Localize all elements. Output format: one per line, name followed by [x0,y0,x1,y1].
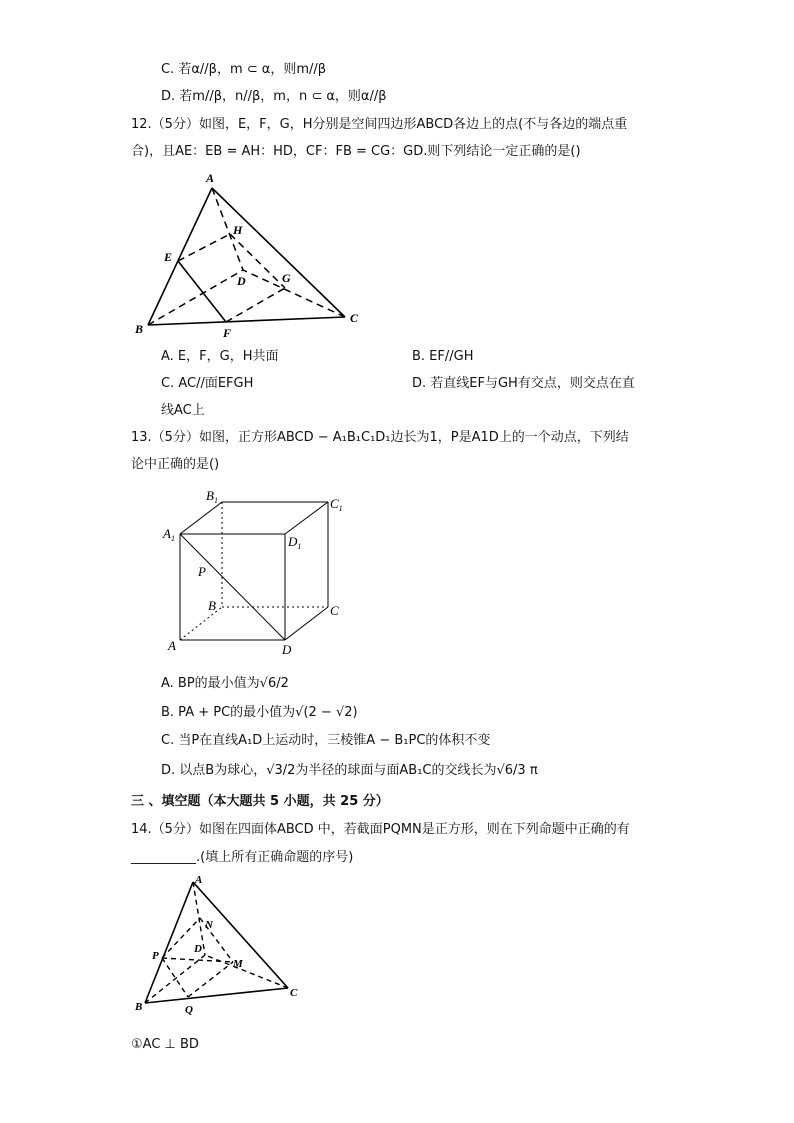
label-b: B [208,598,216,613]
label-a1: $A_1$ [163,526,175,543]
label-p: P [152,950,159,962]
label-a: A [195,874,203,886]
label-d1: $D_1$ [288,534,302,551]
edge-cd [243,270,345,317]
edge-bd [148,270,243,325]
label-d: D [282,642,292,657]
q12-stem-line1: 12.（5分）如图，E，F，G，H分别是空间四边形ABCD各边上的点(不与各边的端点重 [131,117,628,132]
q12-stem-line2: 合)，且AE：EB = AH：HD，CF：FB = CG：GD.则下列结论一定正确的是() [131,144,581,159]
label-a: A [168,638,176,653]
edge-ef [178,261,226,322]
edge-fg [226,288,285,322]
section-title-fill-in: 三 、填空题（本大题共 5 小题，共 25 分） [131,794,389,809]
edge-bc [148,317,345,325]
label-m: M [233,958,243,970]
edge-ac [193,882,288,988]
label-c: C [350,311,359,325]
q12-option-d-line2: 线AC上 [161,403,205,418]
label-c: C [290,987,298,999]
label-b1: $B_1$ [206,488,218,505]
edge-eh [178,234,230,261]
label-d: D [194,943,202,955]
q12-option-c: C. AC//面EFGH [161,376,254,391]
label-p: P [198,564,206,579]
q11-option-d: D. 若m//β，n//β，m，n ⊂ α，则α//β [161,89,387,104]
label-b: B [135,1001,143,1013]
q14-figure-tetrahedron [130,870,310,1020]
label-a: A [206,171,215,185]
label-g: G [282,271,291,285]
q13-stem-line1: 13.（5分）如图，正方形ABCD − A₁B₁C₁D₁边长为1，P是A1D上的一个动点，下列结 [131,430,629,445]
label-b: B [135,322,144,336]
label-c: C [330,603,339,618]
q13-figure-cube [160,488,360,658]
label-n: N [205,919,213,931]
label-h: H [233,223,243,237]
edge-a1b1 [180,502,222,534]
q12-option-d-line1: D. 若直线EF与GH有交点，则交点在直 [412,376,635,391]
q13-stem-line2: 论中正确的是() [131,457,220,472]
q12-option-a: A. E，F，G，H共面 [161,349,279,364]
q13-option-c: C. 当P在直线A₁D上运动时，三棱锥A − B₁PC的体积不变 [161,733,491,748]
edge-bc [145,988,288,1003]
label-d: D [237,274,246,288]
edge-pq [162,958,188,997]
label-e: E [164,250,173,264]
edge-cd [285,607,328,640]
q12-figure-tetrahedron [130,170,370,340]
label-c1: $C_1$ [330,496,343,513]
edge-ab [148,188,212,325]
edge-qm [188,962,233,997]
q11-option-c: C. 若α//β，m ⊂ α，则m//β [161,62,327,77]
q14-item-1: ①AC ⊥ BD [131,1037,199,1052]
edge-cd [205,955,288,988]
q13-option-b: B. PA + PC的最小值为√(2 − √2) [161,705,358,720]
edge-c1d1 [285,502,328,534]
q14-stem-line2: __________.(填上所有正确命题的序号) [131,850,354,865]
label-q: Q [185,1004,193,1016]
q14-stem-line1: 14.（5分）如图在四面体ABCD 中，若截面PQMN是正方形，则在下列命题中正确的有 [131,822,630,837]
q12-option-b: B. EF//GH [412,349,474,364]
label-f: F [223,326,232,340]
edge-ab [145,882,193,1003]
edge-ac [212,188,345,317]
q13-option-d: D. 以点B为球心，√3/2为半径的球面与面AB₁C的交线长为√6/3 π [161,763,538,778]
diagonal-a1d [180,534,285,640]
q13-option-a: A. BP的最小值为√6/2 [161,676,289,691]
